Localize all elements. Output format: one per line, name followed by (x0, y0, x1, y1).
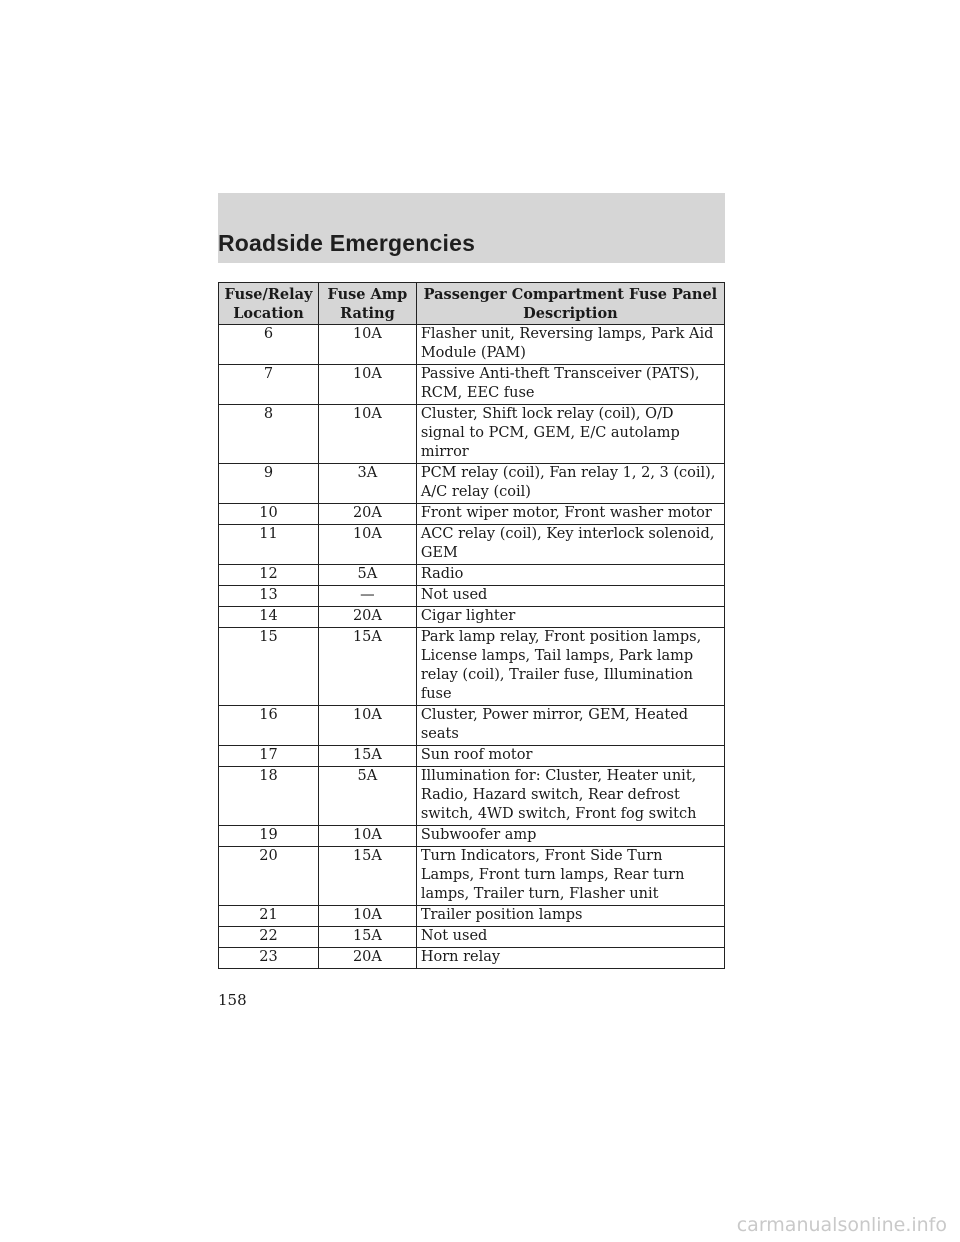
fuse-amp-cell: 10A (318, 365, 416, 405)
header-location: Fuse/Relay Location (219, 283, 319, 325)
fuse-amp-cell: 15A (318, 628, 416, 706)
table-row (219, 464, 725, 504)
page-number: 158 (218, 991, 247, 1009)
fuse-location-cell: 21 (219, 906, 319, 927)
fuse-amp-cell: — (318, 586, 416, 607)
fuse-location-cell: 17 (219, 746, 319, 767)
table-row (219, 746, 725, 767)
table-row (219, 365, 725, 405)
table-header-row (219, 283, 725, 325)
fuse-amp-cell: 20A (318, 948, 416, 969)
table-row (219, 504, 725, 525)
fuse-amp-cell: 10A (318, 525, 416, 565)
fuse-amp-cell: 10A (318, 405, 416, 464)
fuse-amp-cell: 10A (318, 706, 416, 746)
fuse-amp-cell: 5A (318, 767, 416, 826)
fuse-description-cell: Park lamp relay, Front position lamps, License lamps, Tail lamps, Park lamp relay (coil), Trailer fuse, Illumination fuse (416, 628, 724, 706)
table-row (219, 628, 725, 706)
fuse-location-cell: 6 (219, 325, 319, 365)
fuse-description-cell: Subwoofer amp (416, 826, 724, 847)
fuse-description-cell: Flasher unit, Reversing lamps, Park Aid Module (PAM) (416, 325, 724, 365)
fuse-location-cell: 20 (219, 847, 319, 906)
fuse-location-cell: 7 (219, 365, 319, 405)
table-row (219, 847, 725, 906)
table-row (219, 565, 725, 586)
header-amp-rating: Fuse Amp Rating (318, 283, 416, 325)
fuse-description-cell: Radio (416, 565, 724, 586)
table-row (219, 906, 725, 927)
fuse-location-cell: 11 (219, 525, 319, 565)
fuse-amp-cell: 20A (318, 504, 416, 525)
fuse-amp-cell: 20A (318, 607, 416, 628)
fuse-location-cell: 13 (219, 586, 319, 607)
fuse-amp-cell: 15A (318, 746, 416, 767)
fuse-amp-cell: 3A (318, 464, 416, 504)
fuse-amp-cell: 10A (318, 325, 416, 365)
fuse-location-cell: 18 (219, 767, 319, 826)
table-row (219, 927, 725, 948)
table-row (219, 525, 725, 565)
fuse-description-cell: Turn Indicators, Front Side Turn Lamps, Front turn lamps, Rear turn lamps, Trailer turn, Flasher unit (416, 847, 724, 906)
fuse-location-cell: 22 (219, 927, 319, 948)
fuse-location-cell: 19 (219, 826, 319, 847)
fuse-description-cell: Trailer position lamps (416, 906, 724, 927)
fuse-description-cell: ACC relay (coil), Key interlock solenoid, GEM (416, 525, 724, 565)
watermark: carmanualsonline.info (736, 1214, 947, 1236)
fuse-location-cell: 16 (219, 706, 319, 746)
fuse-location-cell: 15 (219, 628, 319, 706)
fuse-amp-cell: 5A (318, 565, 416, 586)
fuse-description-cell: Sun roof motor (416, 746, 724, 767)
fuse-description-cell: Illumination for: Cluster, Heater unit, Radio, Hazard switch, Rear defrost switch, 4WD switch, Front fog switch (416, 767, 724, 826)
table-row (219, 405, 725, 464)
section-title: Roadside Emergencies (218, 230, 476, 256)
table-row (219, 948, 725, 969)
fuse-location-cell: 12 (219, 565, 319, 586)
fuse-description-cell: Passive Anti-theft Transceiver (PATS), RCM, EEC fuse (416, 365, 724, 405)
fuse-amp-cell: 15A (318, 927, 416, 948)
fuse-amp-cell: 10A (318, 906, 416, 927)
fuse-location-cell: 8 (219, 405, 319, 464)
fuse-description-cell: Cluster, Shift lock relay (coil), O/D signal to PCM, GEM, E/C autolamp mirror (416, 405, 724, 464)
fuse-location-cell: 10 (219, 504, 319, 525)
fuse-description-cell: Cluster, Power mirror, GEM, Heated seats (416, 706, 724, 746)
table-row (219, 586, 725, 607)
fuse-amp-cell: 15A (318, 847, 416, 906)
table-row (219, 826, 725, 847)
fuse-amp-cell: 10A (318, 826, 416, 847)
fuse-description-cell: Cigar lighter (416, 607, 724, 628)
fuse-description-cell: PCM relay (coil), Fan relay 1, 2, 3 (coil), A/C relay (coil) (416, 464, 724, 504)
table-row (219, 607, 725, 628)
fuse-table (218, 282, 725, 969)
table-row (219, 767, 725, 826)
table-row (219, 706, 725, 746)
fuse-description-cell: Not used (416, 586, 724, 607)
fuse-table-body (219, 325, 725, 969)
fuse-description-cell: Horn relay (416, 948, 724, 969)
fuse-description-cell: Not used (416, 927, 724, 948)
table-row (219, 325, 725, 365)
fuse-location-cell: 9 (219, 464, 319, 504)
header-description: Passenger Compartment Fuse Panel Description (416, 283, 724, 325)
fuse-location-cell: 23 (219, 948, 319, 969)
fuse-location-cell: 14 (219, 607, 319, 628)
fuse-description-cell: Front wiper motor, Front washer motor (416, 504, 724, 525)
